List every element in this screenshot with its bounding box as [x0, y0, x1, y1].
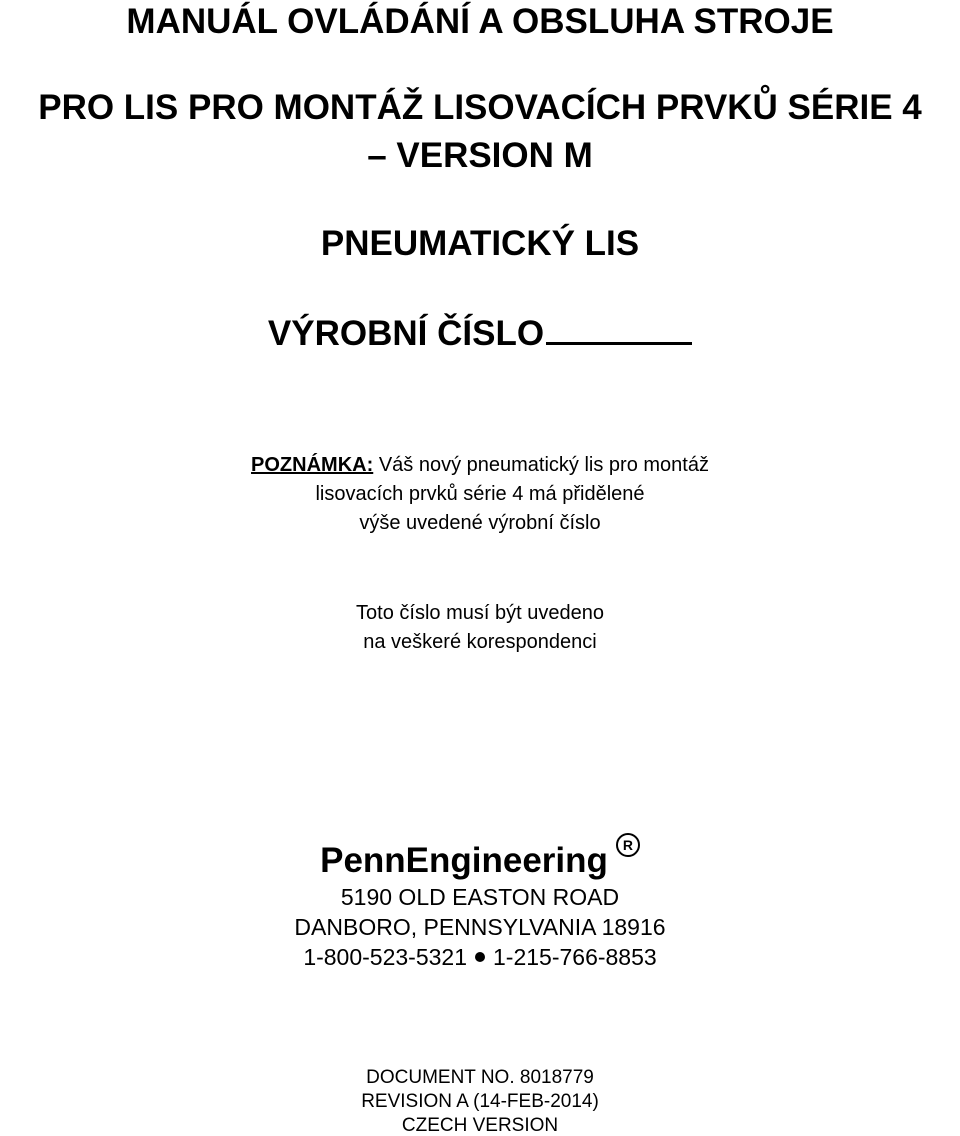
press-type: PNEUMATICKÝ LIS	[320, 224, 640, 263]
note-line-1	[0, 455, 960, 475]
document-revision: REVISION A (14-FEB-2014)	[361, 1091, 599, 1112]
company-name-row	[0, 836, 960, 880]
note-line-3: výše uvedené výrobní číslo	[359, 512, 601, 534]
serial-number-blank	[546, 312, 692, 345]
phone-number-1: 1-800-523-5321	[303, 944, 467, 970]
registered-trademark-icon: R	[616, 833, 640, 857]
note-text-1: Váš nový pneumatický lis pro montáž	[378, 454, 709, 476]
bullet-separator-icon	[475, 952, 485, 962]
document-language: CZECH VERSION	[401, 1115, 559, 1136]
company-name: PennEngineering	[320, 841, 608, 880]
manual-version: – VERSION M	[367, 136, 593, 175]
serial-number-row	[0, 312, 960, 351]
serial-number-label: VÝROBNÍ ČÍSLO	[267, 314, 545, 353]
document-number: DOCUMENT NO. 8018779	[366, 1067, 594, 1088]
correspondence-line-2: na veškeré korespondenci	[363, 631, 597, 653]
phone-number-2: 1-215-766-8853	[493, 944, 657, 970]
correspondence-line-1: Toto číslo musí být uvedeno	[356, 602, 604, 624]
company-phones	[0, 946, 960, 969]
note-label: POZNÁMKA:	[251, 454, 374, 476]
company-address-line-2: DANBORO, PENNSYLVANIA 18916	[294, 914, 666, 940]
manual-title: MANUÁL OVLÁDÁNÍ A OBSLUHA STROJE	[126, 2, 834, 41]
company-address-line-1: 5190 OLD EASTON ROAD	[340, 884, 620, 910]
manual-subtitle: PRO LIS PRO MONTÁŽ LISOVACÍCH PRVKŮ SÉRIE 4	[38, 88, 922, 127]
note-line-2: lisovacích prvků série 4 má přidělené	[315, 483, 645, 505]
